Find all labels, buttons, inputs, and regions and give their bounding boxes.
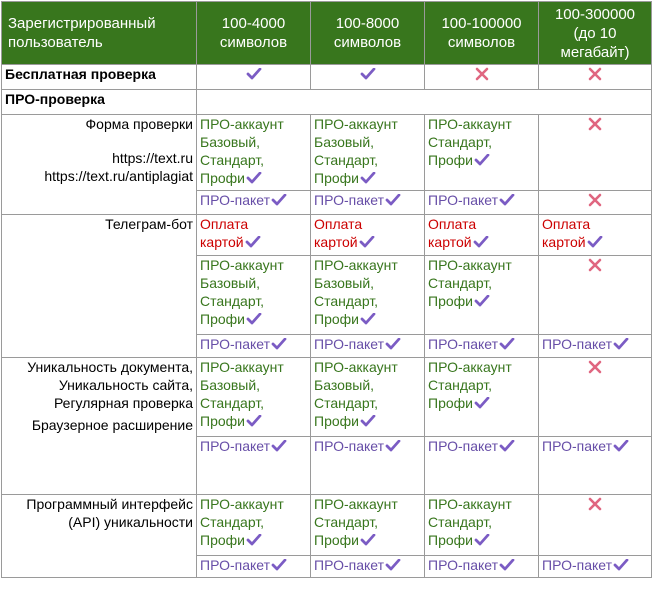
package-cell: ПРО-пакет [539, 437, 652, 495]
check-icon [271, 440, 287, 452]
form-section-label: Форма проверки https://text.ru https://text.ru/antiplagiat [2, 115, 197, 215]
check-icon [246, 68, 262, 80]
pro-check-label: ПРО-проверка [2, 90, 197, 115]
check-icon [499, 559, 515, 571]
check-icon [385, 338, 401, 350]
free-check-label: Бесплатная проверка [2, 65, 197, 90]
check-icon [499, 338, 515, 350]
check-icon [360, 534, 376, 546]
cross-icon [588, 258, 602, 272]
account-cell: ПРО-аккаунт Базовый, Стандарт, Профи [311, 256, 425, 335]
package-cell: ПРО-пакет [197, 437, 311, 495]
card-pay-cell: Оплата картой [539, 215, 652, 256]
package-cell: ПРО-пакет [539, 335, 652, 358]
package-cell: ПРО-пакет [311, 191, 425, 215]
check-icon [385, 440, 401, 452]
account-cell: ПРО-аккаунт Базовый, Стандарт, Профи [311, 358, 425, 437]
package-cell: ПРО-пакет [539, 556, 652, 578]
header-registered-user: Зарегистрированный пользователь [2, 2, 197, 65]
account-cell: ПРО-аккаунт Стандарт, Профи [197, 495, 311, 556]
account-cell: ПРО-аккаунт Стандарт, Профи [311, 495, 425, 556]
header-range-4000: 100-4000 символов [197, 2, 311, 65]
free-check-row [2, 65, 652, 90]
card-pay-cell: Оплата картой [197, 215, 311, 256]
account-cell: ПРО-аккаунт Стандарт, Профи [425, 115, 539, 191]
package-cell: ПРО-пакет [425, 335, 539, 358]
package-cell: ПРО-пакет [311, 437, 425, 495]
account-cell: ПРО-аккаунт Стандарт, Профи [425, 495, 539, 556]
cross-icon [475, 67, 489, 81]
api-label: Программный интерфейс (API) уникальности [2, 495, 197, 578]
card-pay-cell: Оплата картой [425, 215, 539, 256]
cross-icon [588, 117, 602, 131]
pricing-table [1, 1, 652, 578]
check-icon [474, 154, 490, 166]
check-icon [246, 172, 262, 184]
check-icon [245, 236, 261, 248]
check-icon [613, 559, 629, 571]
check-icon [360, 68, 376, 80]
pro-check-row [2, 90, 652, 115]
check-icon [360, 415, 376, 427]
check-icon [613, 338, 629, 350]
package-cell: ПРО-пакет [197, 335, 311, 358]
package-cell: ПРО-пакет [425, 437, 539, 495]
package-cell: ПРО-пакет [197, 191, 311, 215]
card-pay-cell: Оплата картой [311, 215, 425, 256]
check-icon [360, 313, 376, 325]
cross-icon [588, 497, 602, 511]
uniqueness-label: Уникальность документа, Уникальность сайта, Регулярная проверка Браузерное расширение [2, 358, 197, 495]
check-icon [474, 397, 490, 409]
check-icon [587, 236, 603, 248]
check-icon [473, 236, 489, 248]
check-icon [385, 194, 401, 206]
package-cell: ПРО-пакет [197, 556, 311, 578]
check-icon [246, 534, 262, 546]
cross-icon [588, 193, 602, 207]
uniqueness-row-account [2, 358, 652, 437]
package-cell: ПРО-пакет [425, 191, 539, 215]
check-icon [246, 313, 262, 325]
telegram-bot-label: Телеграм-бот [2, 215, 197, 358]
telegram-row-card [2, 215, 652, 256]
package-cell: ПРО-пакет [425, 556, 539, 578]
check-icon [474, 534, 490, 546]
check-icon [246, 415, 262, 427]
check-icon [474, 295, 490, 307]
header-range-100000: 100-100000 символов [425, 2, 539, 65]
header-range-300000: 100-300000 (до 10 мегабайт) [539, 2, 652, 65]
account-cell: ПРО-аккаунт Базовый, Стандарт, Профи [197, 358, 311, 437]
check-icon [271, 194, 287, 206]
account-cell: ПРО-аккаунт Базовый, Стандарт, Профи [311, 115, 425, 191]
cross-icon [588, 67, 602, 81]
header-range-8000: 100-8000 символов [311, 2, 425, 65]
package-cell: ПРО-пакет [311, 556, 425, 578]
check-icon [499, 440, 515, 452]
check-icon [271, 338, 287, 350]
account-cell: ПРО-аккаунт Стандарт, Профи [425, 358, 539, 437]
check-icon [613, 440, 629, 452]
cross-icon [588, 360, 602, 374]
check-icon [360, 172, 376, 184]
account-cell: ПРО-аккаунт Стандарт, Профи [425, 256, 539, 335]
api-row-account [2, 495, 652, 556]
account-cell: ПРО-аккаунт Базовый, Стандарт, Профи [197, 256, 311, 335]
check-icon [271, 559, 287, 571]
table-header-row [2, 2, 652, 65]
account-cell: ПРО-аккаунт Базовый, Стандарт, Профи [197, 115, 311, 191]
check-icon [499, 194, 515, 206]
check-icon [385, 559, 401, 571]
check-icon [359, 236, 375, 248]
form-row-account [2, 115, 652, 191]
package-cell: ПРО-пакет [311, 335, 425, 358]
